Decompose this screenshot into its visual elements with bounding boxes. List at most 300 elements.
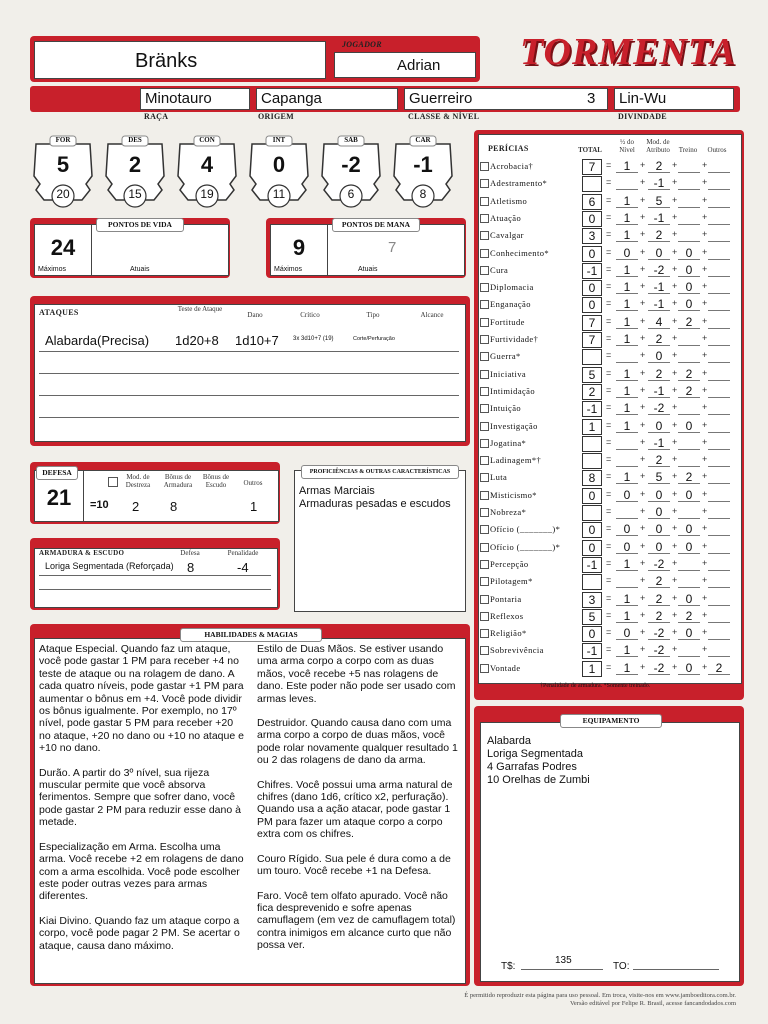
skill-name: Fortitude bbox=[490, 316, 525, 327]
skill-training: 2 bbox=[685, 366, 693, 381]
skill-row[interactable]: Enganação 0 = 1 + -1 + 0 + bbox=[480, 296, 745, 313]
pv-max-label: Máximos bbox=[38, 266, 67, 273]
armor-defense-label: Defesa bbox=[180, 549, 200, 557]
skill-name: Percepção bbox=[490, 558, 529, 569]
attack-header-test: Teste de Ataque bbox=[177, 305, 223, 313]
skill-total bbox=[582, 453, 602, 469]
skill-row[interactable]: Acrobacia† 7 = 1 + 2 + + bbox=[480, 158, 745, 175]
skill-trained-checkbox[interactable] bbox=[480, 595, 489, 604]
ability-paragraph: Destruidor. Quando causa dano com uma arma corpo a corpo de duas mãos, você pode rolar novamente qualquer resultado 1 ou 2 das rolagens de dano da arma. bbox=[257, 717, 458, 767]
skill-half-level: 1 bbox=[623, 262, 631, 277]
skill-trained-checkbox[interactable] bbox=[480, 231, 489, 240]
attribute-name: DES bbox=[128, 136, 142, 144]
attribute-name: CAR bbox=[415, 136, 431, 144]
skill-trained-checkbox[interactable] bbox=[480, 646, 489, 655]
skill-trained-checkbox[interactable] bbox=[480, 404, 489, 413]
skill-row[interactable]: Intimidação 2 = 1 + -1 + 2 + bbox=[480, 383, 745, 400]
skill-row[interactable]: Atletismo 6 = 1 + 5 + + bbox=[480, 193, 745, 210]
proficiency-line: Armas Marciais bbox=[299, 485, 375, 497]
skill-half-level: 1 bbox=[623, 470, 631, 485]
skill-total: 7 bbox=[582, 159, 602, 175]
skill-trained-checkbox[interactable] bbox=[480, 525, 489, 534]
skill-attribute-mod: -1 bbox=[653, 297, 665, 312]
skill-total: 0 bbox=[582, 626, 602, 642]
attack-header-type: Tipo bbox=[366, 311, 380, 319]
level-value: 3 bbox=[587, 90, 596, 107]
skill-trained-checkbox[interactable] bbox=[480, 629, 489, 638]
skill-trained-checkbox[interactable] bbox=[480, 249, 489, 258]
skill-name: Jogatina* bbox=[490, 437, 527, 448]
skill-row[interactable]: Sobrevivência -1 = 1 + -2 + + bbox=[480, 642, 745, 659]
skills-header-training: Treino bbox=[678, 146, 698, 154]
skill-half-level: 1 bbox=[623, 591, 631, 606]
skill-total bbox=[582, 176, 602, 192]
skill-name: Investigação bbox=[490, 420, 538, 431]
footer-line-1: É permitido reproduzir esta página para uso pessoal. Em troca, visite-nos em www.jamboeditora.com.br. bbox=[464, 992, 736, 999]
skill-trained-checkbox[interactable] bbox=[480, 664, 489, 673]
armor-penalty: -4 bbox=[237, 560, 249, 575]
player-name-field[interactable] bbox=[334, 52, 476, 78]
attribute-des[interactable] bbox=[102, 134, 168, 209]
skill-attribute-mod: 2 bbox=[655, 608, 663, 623]
skill-half-level: 1 bbox=[623, 643, 631, 658]
attack-name: Alabarda(Precisa) bbox=[45, 333, 150, 348]
pv-max: 24 bbox=[50, 235, 76, 260]
attribute-value: 15 bbox=[128, 187, 142, 201]
skill-attribute-mod: 2 bbox=[655, 159, 663, 173]
skill-attribute-mod: -1 bbox=[653, 176, 665, 191]
defense-base: =10 bbox=[90, 499, 109, 511]
footer bbox=[380, 992, 736, 1008]
footer-line-2: Versão editável por Felipe R. Brasil, acesse fancandodados.com bbox=[569, 1000, 736, 1007]
player-label: JOGADOR bbox=[342, 40, 382, 49]
skill-total: 0 bbox=[582, 211, 602, 227]
skills-footnote: †Penalidade de armadura. *Somente treinado. bbox=[540, 683, 651, 689]
defense-other: 1 bbox=[250, 499, 258, 514]
equipment-title: EQUIPAMENTO bbox=[560, 714, 662, 728]
skill-name: Intuição bbox=[490, 403, 522, 414]
skill-trained-checkbox[interactable] bbox=[480, 335, 489, 344]
equipment-item: Alabarda bbox=[487, 735, 532, 747]
skill-total: -1 bbox=[582, 557, 602, 573]
skill-half-level: 0 bbox=[623, 626, 631, 641]
attribute-modifier: 4 bbox=[200, 152, 214, 177]
deity-label: DIVINDADE bbox=[618, 112, 667, 121]
skill-attribute-mod: 2 bbox=[655, 228, 663, 243]
skill-trained-checkbox[interactable] bbox=[480, 508, 489, 517]
skill-row[interactable]: Diplomacia 0 = 1 + -1 + 0 + bbox=[480, 279, 745, 296]
skill-half-level: 1 bbox=[623, 660, 631, 675]
origin-value: Capanga bbox=[261, 90, 322, 107]
skill-total: 0 bbox=[582, 246, 602, 262]
skill-half-level: 1 bbox=[623, 228, 631, 243]
skill-total: 1 bbox=[582, 419, 602, 435]
skill-total bbox=[582, 436, 602, 452]
armor-table bbox=[34, 548, 278, 608]
ts-value[interactable]: 135 bbox=[555, 955, 572, 966]
skill-row[interactable]: Investigação 1 = 1 + 0 + 0 + bbox=[480, 418, 745, 435]
attribute-name: SAB bbox=[344, 136, 358, 144]
skill-name: Acrobacia† bbox=[490, 161, 534, 171]
skill-total: -1 bbox=[582, 263, 602, 279]
skill-name: Cura bbox=[490, 264, 509, 275]
skill-name: Religião* bbox=[490, 628, 527, 639]
skill-row[interactable]: Religião* 0 = 0 + -2 + 0 + bbox=[480, 625, 745, 642]
skill-attribute-mod: -1 bbox=[653, 435, 665, 450]
skill-name: Atuação bbox=[490, 212, 522, 223]
skill-training: 0 bbox=[685, 262, 693, 277]
skill-trained-checkbox[interactable] bbox=[480, 266, 489, 275]
skill-name: Enganação bbox=[490, 299, 531, 310]
skill-attribute-mod: -1 bbox=[653, 280, 665, 295]
defense-mods bbox=[84, 470, 279, 522]
equipment-item: 10 Orelhas de Zumbi bbox=[487, 774, 590, 786]
skill-trained-checkbox[interactable] bbox=[480, 612, 489, 621]
skill-total: 1 bbox=[582, 661, 602, 677]
skill-attribute-mod: -2 bbox=[653, 660, 665, 675]
skill-total bbox=[582, 574, 602, 590]
attack-test: 1d20+8 bbox=[175, 333, 219, 348]
equipment-list bbox=[487, 735, 590, 787]
skill-total: 7 bbox=[582, 332, 602, 348]
armor-penalty-label: Penalidade bbox=[227, 549, 259, 557]
skill-total: 0 bbox=[582, 540, 602, 556]
skill-trained-checkbox[interactable] bbox=[480, 387, 489, 396]
player-name: Adrian bbox=[397, 57, 441, 74]
skill-row[interactable]: Luta 8 = 1 + 5 + 2 + bbox=[480, 469, 745, 486]
skill-half-level: 1 bbox=[623, 314, 631, 329]
skill-name: Atletismo bbox=[490, 195, 528, 206]
skill-total: 8 bbox=[582, 470, 602, 486]
skill-trained-checkbox[interactable] bbox=[480, 179, 489, 188]
skill-attribute-mod: 5 bbox=[655, 470, 663, 485]
skill-training: 2 bbox=[685, 470, 693, 485]
origin-field[interactable] bbox=[256, 88, 398, 110]
race-value: Minotauro bbox=[145, 90, 212, 107]
skill-row[interactable]: Adestramento* = + -1 + + bbox=[480, 175, 745, 192]
skill-attribute-mod: -2 bbox=[653, 643, 665, 658]
skill-trained-checkbox[interactable] bbox=[480, 300, 489, 309]
skill-attribute-mod: 4 bbox=[655, 314, 663, 329]
ability-paragraph: Couro Rígido. Sua pele é dura como a de um touro. Você recebe +1 na Defesa. bbox=[257, 852, 451, 878]
skill-half-level: 1 bbox=[623, 297, 631, 312]
attribute-int[interactable] bbox=[246, 134, 312, 209]
skill-row[interactable]: Atuação 0 = 1 + -1 + + bbox=[480, 210, 745, 227]
skill-row[interactable]: Ladinagem*† = + 2 + + bbox=[480, 452, 745, 469]
deity-value: Lin-Wu bbox=[619, 90, 667, 107]
abilities-right-column bbox=[257, 643, 461, 964]
skill-name: Vontade bbox=[490, 662, 521, 673]
class-value: Guerreiro bbox=[409, 90, 473, 107]
skill-trained-checkbox[interactable] bbox=[480, 456, 489, 465]
skill-name: Guerra* bbox=[490, 351, 521, 362]
skill-attribute-mod: 2 bbox=[655, 332, 663, 346]
skill-attribute-mod: 2 bbox=[655, 574, 663, 589]
skill-attribute-mod: 2 bbox=[655, 453, 663, 468]
attribute-car[interactable] bbox=[390, 134, 456, 209]
skill-training: 0 bbox=[685, 539, 693, 554]
attribute-value: 6 bbox=[347, 187, 355, 201]
class-label: CLASSE & NÍVEL bbox=[408, 112, 480, 121]
attribute-value: 20 bbox=[56, 187, 70, 201]
equipment-item: Loriga Segmentada bbox=[487, 748, 584, 760]
skills-header-attr: Mod. de Atributo bbox=[646, 138, 670, 154]
skill-training: 2 bbox=[685, 608, 693, 623]
skill-name: Pontaria bbox=[490, 593, 522, 604]
skill-attribute-mod: 0 bbox=[655, 522, 663, 537]
skill-training: 0 bbox=[685, 245, 693, 260]
equipment-item: 4 Garrafas Podres bbox=[487, 761, 577, 773]
skill-half-level: 1 bbox=[623, 383, 631, 398]
ability-paragraph: Especialização em Arma. Escolha uma arma. Você recebe +2 em rolagens de dano com a arma escolhida. Você pode escolher este poder outras vezes para armas diferentes. bbox=[39, 840, 244, 903]
defense-dex: 2 bbox=[132, 499, 140, 514]
skill-training: 0 bbox=[685, 487, 693, 502]
skill-total: 0 bbox=[582, 488, 602, 504]
proficiencies-box[interactable] bbox=[294, 470, 466, 612]
origin-label: ORIGEM bbox=[258, 112, 295, 121]
skill-half-level: 0 bbox=[623, 539, 631, 554]
skill-attribute-mod: 0 bbox=[655, 487, 663, 502]
skill-total: 5 bbox=[582, 609, 602, 625]
skill-half-level: 1 bbox=[623, 332, 631, 346]
skill-total: -1 bbox=[582, 401, 602, 417]
skill-total: 7 bbox=[582, 315, 602, 331]
skill-other: 2 bbox=[715, 660, 723, 675]
defense-dex-checkbox[interactable] bbox=[108, 477, 118, 487]
attribute-con[interactable] bbox=[174, 134, 240, 209]
pm-max: 9 bbox=[292, 235, 306, 260]
skill-name: Pilotagem* bbox=[490, 576, 533, 587]
pm-cur-label: Atuais bbox=[358, 266, 378, 273]
skill-row[interactable]: Misticismo* 0 = 0 + 0 + 0 + bbox=[480, 487, 745, 504]
ts-label: T$: bbox=[501, 961, 516, 972]
skill-attribute-mod: 0 bbox=[655, 539, 663, 554]
skills-header-total: TOTAL bbox=[578, 146, 602, 154]
skill-attribute-mod: -2 bbox=[653, 262, 665, 277]
skill-trained-checkbox[interactable] bbox=[480, 439, 489, 448]
skill-trained-checkbox[interactable] bbox=[480, 283, 489, 292]
skill-trained-checkbox[interactable] bbox=[480, 577, 489, 586]
skill-half-level: 1 bbox=[623, 556, 631, 571]
skill-half-level: 1 bbox=[623, 366, 631, 381]
skill-row[interactable]: Fortitude 7 = 1 + 4 + 2 + bbox=[480, 314, 745, 331]
skill-row[interactable]: Conhecimento* 0 = 0 + 0 + 0 + bbox=[480, 245, 745, 262]
skill-row[interactable]: Pilotagem* = + 2 + + bbox=[480, 573, 745, 590]
skill-name: Cavalgar bbox=[490, 230, 524, 241]
skill-row[interactable]: Furtividade† 7 = 1 + 2 + + bbox=[480, 331, 745, 348]
ability-paragraph: Kiai Divino. Quando faz um ataque corpo a corpo, você pode pagar 2 PM. Se acertar o ataque, causa dano máximo. bbox=[39, 914, 240, 952]
skill-attribute-mod: -2 bbox=[653, 401, 665, 416]
attribute-modifier: -2 bbox=[341, 152, 361, 177]
attacks-title: ATAQUES bbox=[39, 308, 79, 317]
skill-half-level: 1 bbox=[623, 608, 631, 623]
attribute-name: FOR bbox=[55, 136, 71, 144]
ability-paragraph: Ataque Especial. Quando faz um ataque, você pode gastar 1 PM para receber +4 no teste de ataque ou na rolagem de dano. A cada quatro níveis, pode gastar +1 PM para aumentar o bônus em +4. Você pode dividir os bônus igualmente. Por exemplo, no 17º nível, pode gastar 5 PM para receber +20 no ataque, +20 no dano ou +10 no ataque e +10 no dano. bbox=[39, 643, 244, 755]
skill-name: Intimidação bbox=[490, 385, 535, 396]
attribute-modifier: 2 bbox=[128, 152, 142, 177]
skill-attribute-mod: -2 bbox=[653, 626, 665, 641]
race-label: RAÇA bbox=[144, 112, 169, 121]
attribute-for[interactable] bbox=[30, 134, 96, 209]
skill-total: -1 bbox=[582, 643, 602, 659]
ability-paragraph: Faro. Você tem olfato apurado. Você não fica desprevenido e sofre apenas camuflagem (em vez de camuflagem total) contra inimigos em alcance curto que não possa ver. bbox=[257, 889, 456, 952]
skill-training: 0 bbox=[685, 660, 693, 675]
skill-total bbox=[582, 349, 602, 365]
attribute-modifier: 0 bbox=[272, 152, 286, 177]
skill-attribute-mod: 2 bbox=[655, 591, 663, 606]
skill-training: 2 bbox=[685, 383, 693, 398]
skill-total: 3 bbox=[582, 592, 602, 608]
skill-name: Adestramento* bbox=[490, 178, 548, 189]
skill-attribute-mod: 0 bbox=[655, 418, 663, 433]
pm-current: 7 bbox=[388, 239, 397, 256]
skill-name: Sobrevivência bbox=[490, 645, 544, 656]
attack-header-crit: Crítico bbox=[300, 311, 320, 319]
skill-row[interactable]: Pontaria 3 = 1 + 2 + 0 + bbox=[480, 591, 745, 608]
armor-name[interactable]: Loriga Segmentada (Reforçada) bbox=[45, 561, 174, 571]
skill-row[interactable]: Vontade 1 = 1 + -2 + 0 + 2 bbox=[480, 660, 745, 677]
skill-name: Reflexos bbox=[490, 610, 524, 621]
defense-armor-label: Bônus de Armadura bbox=[163, 473, 193, 489]
skill-total: 3 bbox=[582, 228, 602, 244]
skill-half-level: 1 bbox=[623, 193, 631, 208]
skill-name: Nobreza* bbox=[490, 507, 527, 517]
skill-row[interactable]: Cura -1 = 1 + -2 + 0 + bbox=[480, 262, 745, 279]
attack-header-range: Alcance bbox=[420, 311, 444, 319]
skill-row[interactable]: Cavalgar 3 = 1 + 2 + + bbox=[480, 227, 745, 244]
skill-total: 0 bbox=[582, 522, 602, 538]
skill-name: Ladinagem*† bbox=[490, 455, 542, 466]
skill-trained-checkbox[interactable] bbox=[480, 560, 489, 569]
equipment-box[interactable] bbox=[480, 722, 740, 982]
skill-training: 0 bbox=[685, 626, 693, 641]
ability-paragraph: Durão. A partir do 3º nível, sua rijeza muscular permite que você absorva ferimentos. Sempre que sofrer dano, você pode gastar 2 PM para reduzir esse dano à metade. bbox=[39, 766, 241, 829]
attribute-value: 19 bbox=[200, 187, 214, 201]
attribute-sab[interactable] bbox=[318, 134, 384, 209]
skill-trained-checkbox[interactable] bbox=[480, 214, 489, 223]
attribute-value: 8 bbox=[419, 187, 427, 201]
skill-training: 0 bbox=[685, 591, 693, 606]
character-name: Bränks bbox=[135, 50, 198, 72]
pm-label: PONTOS DE MANA bbox=[332, 218, 420, 232]
attribute-value: 11 bbox=[272, 187, 286, 201]
defense-armor: 8 bbox=[170, 499, 178, 514]
skill-attribute-mod: 5 bbox=[655, 193, 663, 208]
deity-field[interactable] bbox=[614, 88, 734, 110]
skill-half-level: 0 bbox=[623, 487, 631, 502]
attacks-table bbox=[34, 304, 466, 442]
skill-total: 0 bbox=[582, 297, 602, 313]
skills-header-other: Outros bbox=[707, 146, 727, 154]
class-field[interactable] bbox=[404, 88, 608, 110]
skill-half-level: 0 bbox=[623, 522, 631, 537]
skill-trained-checkbox[interactable] bbox=[480, 543, 489, 552]
skill-training: 0 bbox=[685, 280, 693, 295]
defense-title: DEFESA bbox=[36, 466, 78, 480]
skill-attribute-mod: 2 bbox=[655, 366, 663, 381]
skill-total: 6 bbox=[582, 194, 602, 210]
attack-header-damage: Dano bbox=[247, 311, 263, 319]
skill-trained-checkbox[interactable] bbox=[480, 197, 489, 206]
skill-name: Ofício (_______)* bbox=[490, 524, 561, 535]
skill-trained-checkbox[interactable] bbox=[480, 162, 489, 171]
attack-type: Corte/Perfuração bbox=[353, 336, 395, 342]
skill-trained-checkbox[interactable] bbox=[480, 370, 489, 379]
skill-name: Diplomacia bbox=[490, 282, 534, 293]
attribute-name: INT bbox=[272, 136, 286, 144]
skill-row[interactable]: Guerra* = + 0 + + bbox=[480, 348, 745, 365]
proficiency-line: Armaduras pesadas e escudos bbox=[299, 498, 451, 510]
armor-defense: 8 bbox=[187, 560, 195, 575]
skills-title: PERÍCIAS bbox=[488, 144, 529, 153]
skill-name: Ofício (_______)* bbox=[490, 541, 561, 552]
skill-half-level: 0 bbox=[623, 245, 631, 260]
skill-attribute-mod: 0 bbox=[655, 245, 663, 260]
defense-other-label: Outros bbox=[243, 479, 263, 487]
ability-paragraph: Estilo de Duas Mãos. Se estiver usando uma arma corpo a corpo com as duas mãos, você recebe +5 nas rolagens de dano. Este poder não pode ser usado com armas leves. bbox=[257, 643, 456, 705]
character-name-field[interactable] bbox=[34, 41, 326, 79]
skill-trained-checkbox[interactable] bbox=[480, 352, 489, 361]
attack-damage: 1d10+7 bbox=[235, 333, 279, 348]
proficiencies-title: PROFICIÊNCIAS & OUTRAS CARACTERÍSTICAS bbox=[301, 465, 459, 479]
pv-cur-label: Atuais bbox=[130, 266, 150, 273]
skill-attribute-mod: 0 bbox=[655, 505, 663, 519]
skill-row[interactable]: Iniciativa 5 = 1 + 2 + 2 + bbox=[480, 366, 745, 383]
skill-name: Misticismo* bbox=[490, 489, 537, 500]
skill-name: Iniciativa bbox=[490, 368, 527, 379]
skill-trained-checkbox[interactable] bbox=[480, 422, 489, 431]
defense-value: 21 bbox=[46, 485, 72, 510]
abilities-box[interactable] bbox=[34, 638, 466, 984]
skill-name: Furtividade† bbox=[490, 334, 539, 344]
skill-trained-checkbox[interactable] bbox=[480, 473, 489, 482]
skill-training: 0 bbox=[685, 522, 693, 537]
skill-training: 0 bbox=[685, 418, 693, 433]
skill-row[interactable]: Percepção -1 = 1 + -2 + + bbox=[480, 556, 745, 573]
skill-row[interactable]: Nobreza* = + 0 + + bbox=[480, 504, 745, 521]
to-label: TO: bbox=[613, 961, 630, 972]
skill-total bbox=[582, 505, 602, 521]
skill-total: 2 bbox=[582, 384, 602, 400]
skill-attribute-mod: -2 bbox=[653, 556, 665, 571]
skill-row[interactable]: Jogatina* = + -1 + + bbox=[480, 435, 745, 452]
skill-total: 0 bbox=[582, 280, 602, 296]
defense-shield-label: Bônus de Escudo bbox=[202, 473, 230, 489]
skill-total: 5 bbox=[582, 367, 602, 383]
skills-header-half: ½ do Nível bbox=[619, 138, 635, 154]
attribute-modifier: -1 bbox=[413, 152, 433, 177]
race-field[interactable] bbox=[140, 88, 250, 110]
skill-row[interactable]: Ofício (_______)* 0 = 0 + 0 + 0 + bbox=[480, 521, 745, 538]
pm-max-label: Máximos bbox=[274, 266, 303, 273]
attribute-modifier: 5 bbox=[56, 152, 70, 177]
skill-row[interactable]: Ofício (_______)* 0 = 0 + 0 + 0 + bbox=[480, 539, 745, 556]
skill-attribute-mod: 0 bbox=[655, 349, 663, 364]
skill-name: Luta bbox=[490, 472, 508, 483]
abilities-title: HABILIDADES & MAGIAS bbox=[180, 628, 322, 642]
tormenta-logo: TORMENTA bbox=[520, 31, 737, 73]
skill-half-level: 1 bbox=[623, 280, 631, 295]
skill-row[interactable]: Intuição -1 = 1 + -2 + + bbox=[480, 400, 745, 417]
pv-label: PONTOS DE VIDA bbox=[96, 218, 184, 232]
skill-row[interactable]: Reflexos 5 = 1 + 2 + 2 + bbox=[480, 608, 745, 625]
attribute-name: CON bbox=[199, 136, 215, 144]
skill-trained-checkbox[interactable] bbox=[480, 491, 489, 500]
skill-attribute-mod: -1 bbox=[653, 383, 665, 398]
armor-title: ARMADURA & ESCUDO bbox=[39, 549, 125, 557]
skill-half-level: 1 bbox=[623, 210, 631, 225]
skill-trained-checkbox[interactable] bbox=[480, 318, 489, 327]
